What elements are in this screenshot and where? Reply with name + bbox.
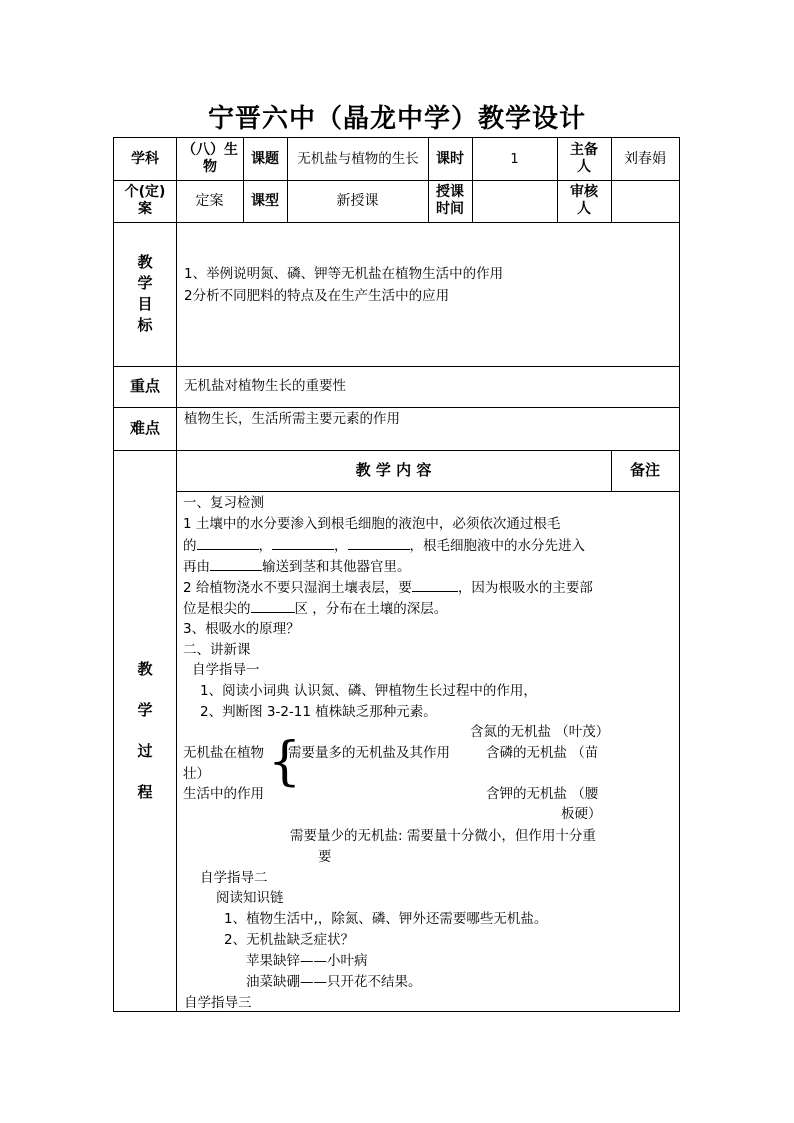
question-3: 3、根吸水的原理？	[183, 621, 300, 637]
guide-2-title: 自学指导二	[200, 870, 268, 886]
map-more-needed: 需要量多的无机盐及其作用	[288, 745, 450, 761]
topic-label: 课题	[251, 150, 279, 167]
period-value: 1	[510, 151, 519, 167]
review-title: 一、复习检测	[183, 495, 264, 511]
left-brace-icon: {	[268, 732, 302, 792]
blank-1[interactable]	[197, 535, 259, 550]
symptom-2: 油菜缺硼——只开花不结果。	[246, 974, 422, 990]
question-2-line-1: 2 给植物浇水不要只湿润土壤表层，要 ，因为根吸水的主要部	[183, 577, 593, 598]
objectives-label: 教 学 目 标	[137, 253, 153, 334]
map-potassium: 含钾的无机盐 （腰	[486, 786, 599, 802]
plan-value: 定案	[195, 192, 224, 209]
question-1-line-3: 再由 输送到茎和其他器官里。	[183, 556, 411, 577]
new-lesson-title: 二、讲新课	[183, 642, 251, 658]
topic-value: 无机盐与植物的生长	[297, 150, 419, 167]
map-less-needed-line-1: 需要量少的无机盐: 需要量十分微小，但作用十分重	[290, 828, 596, 844]
type-label: 课型	[251, 192, 279, 209]
objective-item-2: 2分析不同肥料的特点及在生产生活中的应用	[184, 288, 450, 304]
symptom-1: 苹果缺锌——小叶病	[246, 953, 368, 969]
process-label: 教 学 过 程	[137, 659, 153, 801]
guide-3-title: 自学指导三	[184, 995, 252, 1011]
preparer-value: 刘春娟	[624, 150, 666, 167]
subject-value: （八）生物	[182, 142, 238, 175]
blank-3[interactable]	[348, 535, 410, 550]
map-potassium-cont: 板硬）	[561, 806, 602, 822]
map-left-line-3: 生活中的作用	[183, 786, 264, 802]
plan-label: 个(定)案	[124, 184, 166, 217]
map-left-line-2: 壮）	[183, 766, 210, 782]
map-less-needed-line-2: 要	[318, 849, 332, 865]
guide-2-read: 阅读知识链	[216, 890, 284, 906]
content-header: 教 学 内 容	[355, 461, 432, 479]
question-1-line-1: 1 土壤中的水分要渗入到根毛细胞的液泡中，必须依次通过根毛	[183, 516, 561, 532]
map-left-line-1: 无机盐在植物	[183, 745, 264, 761]
blank-4[interactable]	[210, 556, 262, 571]
guide-1-title: 自学指导一	[192, 662, 260, 678]
question-1-line-2: 的 ， ， ，根毛细胞液中的水分先进入	[183, 535, 585, 556]
key-point-text: 无机盐对植物生长的重要性	[184, 378, 346, 394]
guide-2-item-2: 2、无机盐缺乏症状？	[224, 932, 355, 948]
guide-1-item-2: 2、判断图 3-2-11 植株缺乏那种元素。	[200, 704, 437, 720]
reviewer-value	[611, 180, 679, 222]
period-label: 课时	[436, 150, 464, 167]
document-title: 宁晋六中（晶龙中学）教学设计	[207, 104, 586, 134]
lesson-plan-table	[113, 137, 680, 1012]
blank-2[interactable]	[272, 535, 334, 550]
question-2-line-2: 位是根尖的 区 ，分布在土壤的深层。	[183, 598, 447, 619]
objective-item-1: 1、举例说明氮、磷、钾等无机盐在植物生活中的作用	[184, 266, 504, 282]
type-value: 新授课	[336, 192, 379, 209]
preparer-label: 主备人	[570, 142, 598, 175]
map-nitrogen: 含氮的无机盐 （叶茂）	[470, 724, 610, 740]
notes-header: 备注	[629, 461, 660, 479]
time-label: 授课时间	[436, 184, 464, 217]
blank-6[interactable]	[251, 598, 295, 613]
subject-label: 学科	[131, 150, 159, 167]
difficulty-text: 植物生长，生活所需主要元素的作用	[184, 411, 400, 427]
blank-5[interactable]	[412, 577, 458, 592]
map-phosphorus: 含磷的无机盐 （苗	[486, 745, 599, 761]
guide-2-item-1: 1、植物生活中,，除氮、磷、钾外还需要哪些无机盐。	[224, 911, 548, 927]
key-point-label: 重点	[129, 377, 160, 395]
difficulty-label: 难点	[129, 419, 160, 437]
reviewer-label: 审核人	[570, 184, 598, 217]
time-value	[472, 180, 557, 222]
guide-1-item-1: 1、阅读小词典 认识氮、磷、钾植物生长过程中的作用，	[200, 683, 537, 699]
